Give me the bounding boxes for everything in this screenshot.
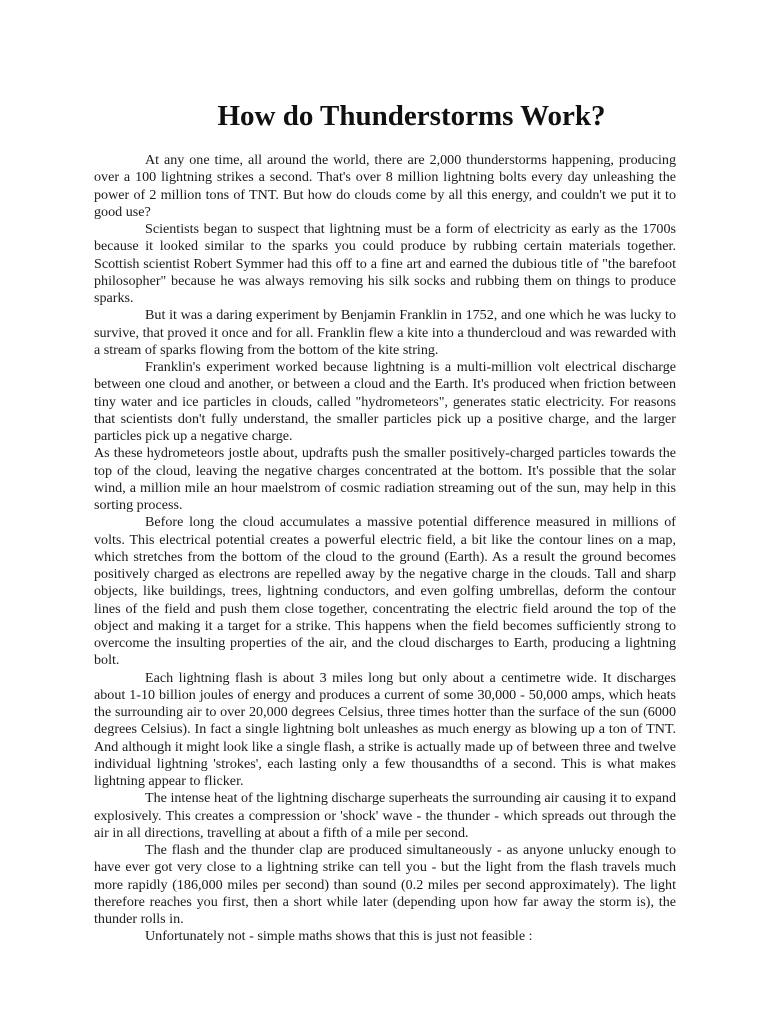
paragraph-1: At any one time, all around the world, there are 2,000 thunderstorms happening, producing over a 100 lightning strikes a second. That's over 8 million lightning bolts every day unleashing the power of 2 million tons of TNT. But how do clouds come by all this energy, and couldn't we put it to good use? — [94, 152, 676, 220]
paragraph-3: But it was a daring experiment by Benjamin Franklin in 1752, and one which he was lucky to survive, that proved it once and for all. Franklin flew a kite into a thundercloud and was rewarded with a stream of sparks flowing from the bottom of the kite string. — [94, 307, 676, 358]
paragraph-9: The flash and the thunder clap are produced simultaneously - as anyone unlucky enough to have ever got very close to a lightning strike can tell you - but the light from the flash travels much more rapidly (186,000 miles per second) than sound (0.2 miles per second approximately). The light therefore reaches you first, then a short while later (depending upon how far away the storm is), the thunder rolls in. — [94, 842, 676, 927]
paragraph-7: Each lightning flash is about 3 miles long but only about a centimetre wide. It discharges about 1-10 billion joules of energy and produces a current of some 30,000 - 50,000 amps, which heats the surrounding air to over 20,000 degrees Celsius, three times hotter than the surface of the sun (6000 degrees Celsius). In fact a single lightning bolt unleashes as much energy as blowing up a ton of TNT. And although it might look like a single flash, a strike is actually made up of between three and twelve individual lightning 'strokes', each lasting only a few thousandths of a second. This is what makes lightning appear to flicker. — [94, 669, 676, 789]
document-title: How do Thunderstorms Work? — [217, 100, 606, 132]
paragraph-5: As these hydrometeors jostle about, updrafts push the smaller positively-charged particles towards the top of the cloud, leaving the negative charges concentrated at the bottom. It's possible that the solar wind, a million mile an hour maelstrom of cosmic radiation streaming out of the sun, may help in this sorting process. — [94, 445, 676, 513]
paragraph-2: Scientists began to suspect that lightning must be a form of electricity as early as the 1700s because it looked similar to the sparks you could produce by rubbing certain materials together. Scottish scientist Robert Symmer had this off to a fine art and earned the dubious title of "the barefoot philosopher" because he was always removing his silk socks and rubbing them on things to produce sparks. — [94, 221, 676, 306]
paragraph-6: Before long the cloud accumulates a massive potential difference measured in millions of volts. This electrical potential creates a powerful electric field, a bit like the contour lines on a map, which stretches from the bottom of the cloud to the ground (Earth). As a result the ground becomes positively charged as electrons are repelled away by the negative charge in the clouds. Tall and sharp objects, like buildings, trees, lightning conductors, and even golfing umbrellas, deform the contour lines of the field and push them close together, concentrating the electric field around the top of the object and making it a target for a strike. This happens when the field becomes sufficiently strong to overcome the insulting properties of the air, and the cloud discharges to Earth, producing a lightning bolt. — [94, 514, 676, 669]
paragraph-4: Franklin's experiment worked because lightning is a multi-million volt electrical discharge between one cloud and another, or between a cloud and the Earth. It's produced when friction between tiny water and ice particles in clouds, called "hydrometeors", generates static electricity. For reasons that scientists don't fully understand, the smaller particles pick up a positive charge, and the larger particles pick up a negative charge. — [94, 359, 676, 444]
paragraph-10: Unfortunately not - simple maths shows that this is just not feasible : — [145, 928, 533, 945]
paragraph-8: The intense heat of the lightning discharge superheats the surrounding air causing it to expand explosively. This creates a compression or 'shock' wave - the thunder - which spreads out through the air in all directions, travelling at about a fifth of a mile per second. — [94, 790, 676, 841]
document-body — [94, 152, 676, 946]
